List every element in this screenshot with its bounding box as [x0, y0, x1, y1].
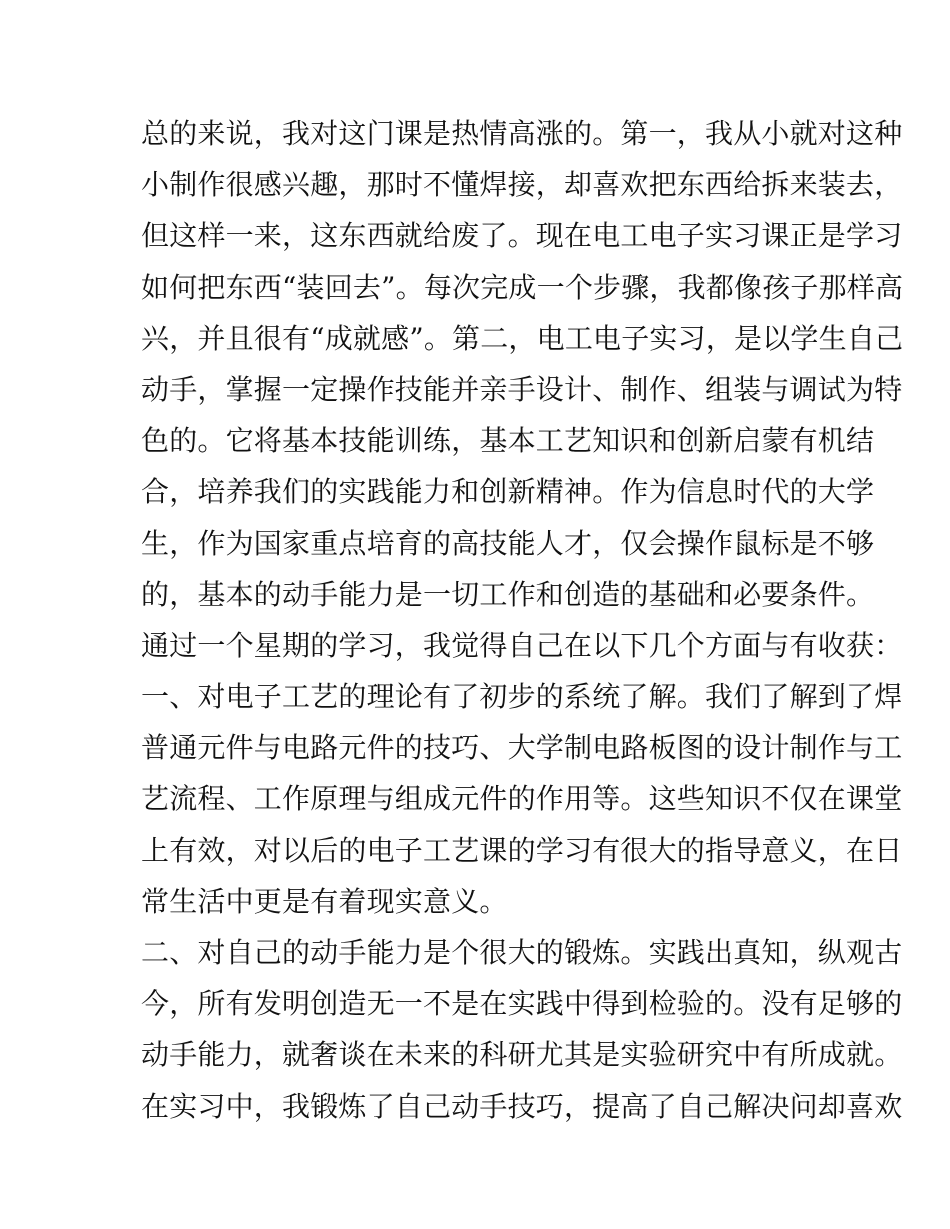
text-line: 动手，掌握一定操作技能并亲手设计、制作、组装与调试为特	[141, 372, 903, 406]
text-line: 色的。它将基本技能训练，基本工艺知识和创新启蒙有机结	[141, 424, 875, 458]
text-line: 今，所有发明创造无一不是在实践中得到检验的。没有足够的	[141, 987, 903, 1021]
text-line: 二、对自己的动手能力是个很大的锻炼。实践出真知，纵观古	[141, 936, 903, 969]
text-line: 常生活中更是有着现实意义。	[141, 884, 508, 918]
body-text	[141, 108, 904, 1132]
text-line: 总的来说，我对这门课是热情高涨的。第一，我从小就对这种	[141, 117, 903, 150]
text-line: 小制作很感兴趣，那时不懂焊接，却喜欢把东西给拆来装去，	[141, 168, 903, 202]
text-line: 通过一个星期的学习，我觉得自己在以下几个方面与有收获：	[141, 628, 903, 662]
text-line: 一、对电子工艺的理论有了初步的系统了解。我们了解到了焊	[141, 680, 903, 714]
text-line: 但这样一来，这东西就给废了。现在电工电子实习课正是学习	[141, 219, 903, 253]
text-line: 如何把东西“装回去”。每次完成一个步骤，我都像孩子那样高	[141, 270, 904, 304]
text-line: 普通元件与电路元件的技巧、大学制电路板图的设计制作与工	[141, 731, 903, 765]
text-line: 合，培养我们的实践能力和创新精神。作为信息时代的大学	[141, 475, 875, 509]
text-line: 在实习中，我锻炼了自己动手技巧，提高了自己解决问却喜欢	[141, 1089, 903, 1123]
text-line: 上有效，对以后的电子工艺课的学习有很大的指导意义，在日	[141, 833, 903, 867]
text-line: 兴，并且很有“成就感”。第二，电工电子实习，是以学生自己	[141, 321, 904, 355]
text-line: 动手能力，就奢谈在未来的科研尤其是实验研究中有所成就。	[141, 1038, 903, 1072]
text-line: 的，基本的动手能力是一切工作和创造的基础和必要条件。	[141, 577, 875, 611]
text-line: 生，作为国家重点培育的高技能人才，仅会操作鼠标是不够	[141, 526, 875, 560]
text-line: 艺流程、工作原理与组成元件的作用等。这些知识不仅在课堂	[141, 782, 903, 816]
